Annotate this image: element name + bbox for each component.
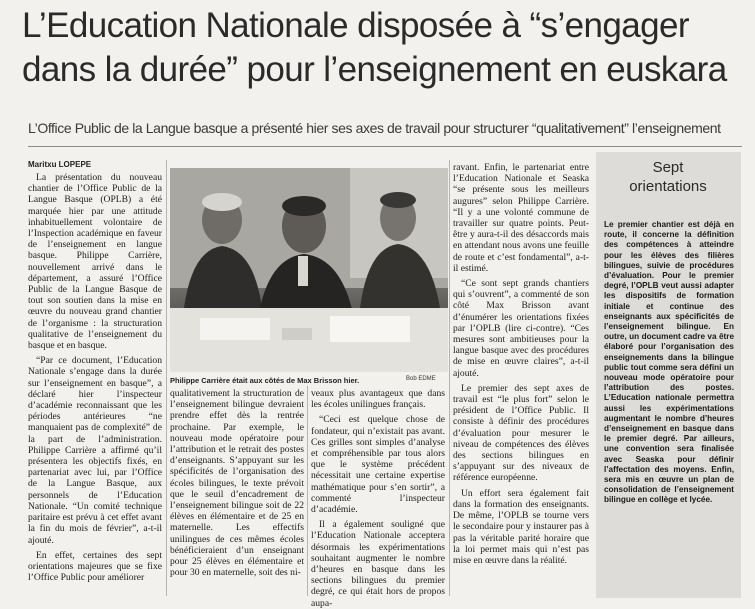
- sidebar-title: [600, 158, 736, 196]
- paragraph: ravant. Enfin, le partenariat entre l’Education Nationale et Seaska “se présente sous les meilleurs augures” selon Philippe Carrière. “Il y a une volonté commune de travailler sur quatre points. Peut-être y aura-t-il des désaccords mais en attendant nous avons une feuille de route et c’est fondamental”, a-t-il estimé.: [453, 162, 589, 274]
- paragraph: Il a également souligné que l’Education Nationale acceptera désormais les expérimentations souhaitant augmenter le nombre d’heures en basque dans les sections bilingues du premier degré, ce qui était hors de propos aupa-: [311, 519, 445, 609]
- photo-illustration: [170, 168, 448, 372]
- sidebar-title-line-2: orientations: [629, 178, 707, 195]
- subtitle-rule: [28, 146, 742, 147]
- article-column-3: [311, 388, 445, 609]
- paragraph: qualitativement la structuration de l’enseignement bilingue devraient prendre effet dès la rentrée prochaine. Par exemple, le nouveau mode opératoire pour l’attribution et le retrait des postes d’enseignants. S’appuyant sur les spécificités de l’organisation des écoles bilingues, le texte prévoit que le seuil d’encadrement de l’enseignement bilingue soit de 22 élèves en élémentaire et de 25 en maternelle. Les effectifs unilingues de ces mêmes écoles bénéficieraient d’un enseignant pour 25 élèves en élémentaire et pour 30 en maternelle, soit des ni-: [170, 388, 304, 579]
- paragraph: La présentation du nouveau chantier de l’Office Public de la Langue Basque (OPLB) a été marquée hier par une attitude inhabituellement volontaire de l’Inspection académique en faveur de l’enseignement en langue basque. Philippe Carrière, nouvellement arrivé dans le département, a assuré l’Office Public de la Langue Basque de tout son soutien dans la mise en œuvre du nouveau grand chantier de l’organisme : la structuration qualitative de l’enseignement du basque et en basque.: [28, 172, 162, 352]
- sidebar-title-line-1: Sept: [652, 159, 684, 176]
- column-divider: [307, 386, 308, 596]
- article-photo: [170, 168, 448, 372]
- column-divider: [166, 160, 167, 596]
- article-column-4: [453, 162, 589, 598]
- paragraph: Un effort sera également fait dans la formation des enseignants. De même, l’OPLB se tourne vers le secondaire pour y instaurer pas à pas la véritable parité horaire que la loi permet mais qui n’est pas mise en œuvre dans la réalité.: [453, 487, 589, 566]
- sidebar-text: Le premier chantier est déjà en route, il concerne la définition des compétences à atteindre pour les élèves des filières bilingues, suivie de procédures d’évaluation. Pour le premier degré, l’OPLB veut aussi adapter les dispositifs de formation initiale et continue des enseignants aux spécificités de l’enseignement bilingue. En outre, un document cadre va être élaboré pour l’organisation des enseignements dans la bilingue public tout comme sera défini un nouveau mode opératoire pour l’attribution des postes. L’Education nationale permettra aussi les expérimentations augmentant le nombre d’heures d’enseignement en basque dans le premier degré. Par ailleurs, une convention sera finalisée avec Seaska pour définir l’affectation des moyens. Enfin, sera mis en œuvre un plan de consolidation de l’enseignement bilingue en collège et lycée.: [604, 220, 734, 505]
- headline-line-2: dans la durée” pour l’enseignement en euskara: [22, 50, 727, 89]
- byline: Maritxu LOPEPE: [28, 160, 92, 169]
- photo-caption: Philippe Carrière était aux côtés de Max Brisson hier.: [170, 376, 360, 385]
- paragraph: “Ce sont sept grands chantiers qui s’ouvrent”, a commenté de son côté Max Brisson avant d’énumérer les orientations fixées par l’OPLB (lire ci-contre). “Ces mesures sont ambitieuses pour la langue basque avec des procédures de mise en œuvre claires”, a-t-il ajouté.: [453, 278, 589, 379]
- headline-line-1: L’Education Nationale disposée à “s’engager: [22, 6, 689, 45]
- paragraph: Le premier des sept axes de travail est “le plus fort” selon le président de l’Office Public. Il consiste à définir des procédures d’évaluation pour mesurer le niveau de compétences des élèves des sections bilingues en s’appuyant sur des niveaux de référence européenne.: [453, 382, 589, 484]
- column-divider: [449, 160, 450, 596]
- paragraph: “Par ce document, l’Education Nationale s’engage dans la durée sur l’enseignement en basque”, a déclaré hier l’inspecteur d’académie reconnaissant que les périodes antérieures “ne manquaient pas de complexité” de la part de l’administration. Philippe Carrière a affirmé qu’il présentera les objectifs fixés, en partenariat avec lui, par l’Office de la Langue Basque, aux personnels de l’Education Nationale. “Un comité technique paritaire est prévu à cet effet avant la fin du mois de février”, a-t-il ajouté.: [28, 355, 162, 546]
- photo-credit: Bob EDME: [406, 376, 436, 382]
- paragraph: veaux plus avantageux que dans les écoles unilingues français.: [311, 388, 445, 411]
- paragraph: En effet, certaines des sept orientations majeures que se fixe l’Office Public pour améliorer: [28, 549, 162, 584]
- headline: [22, 4, 742, 92]
- article-column-2: [170, 388, 304, 598]
- article-column-1: [28, 172, 162, 598]
- paragraph: “Ceci est quelque chose de fondateur, qui n’existait pas avant. Ces grilles sont simples d’analyse et compréhensible par tous alors que le système précédent nécessitait une certaine expertise mathématique pour s’en sortir”, a commenté l’inspecteur d’académie.: [311, 414, 445, 516]
- subtitle: L’Office Public de la Langue basque a présenté hier ses axes de travail pour structurer “qualitativement” l’enseignement: [28, 120, 721, 136]
